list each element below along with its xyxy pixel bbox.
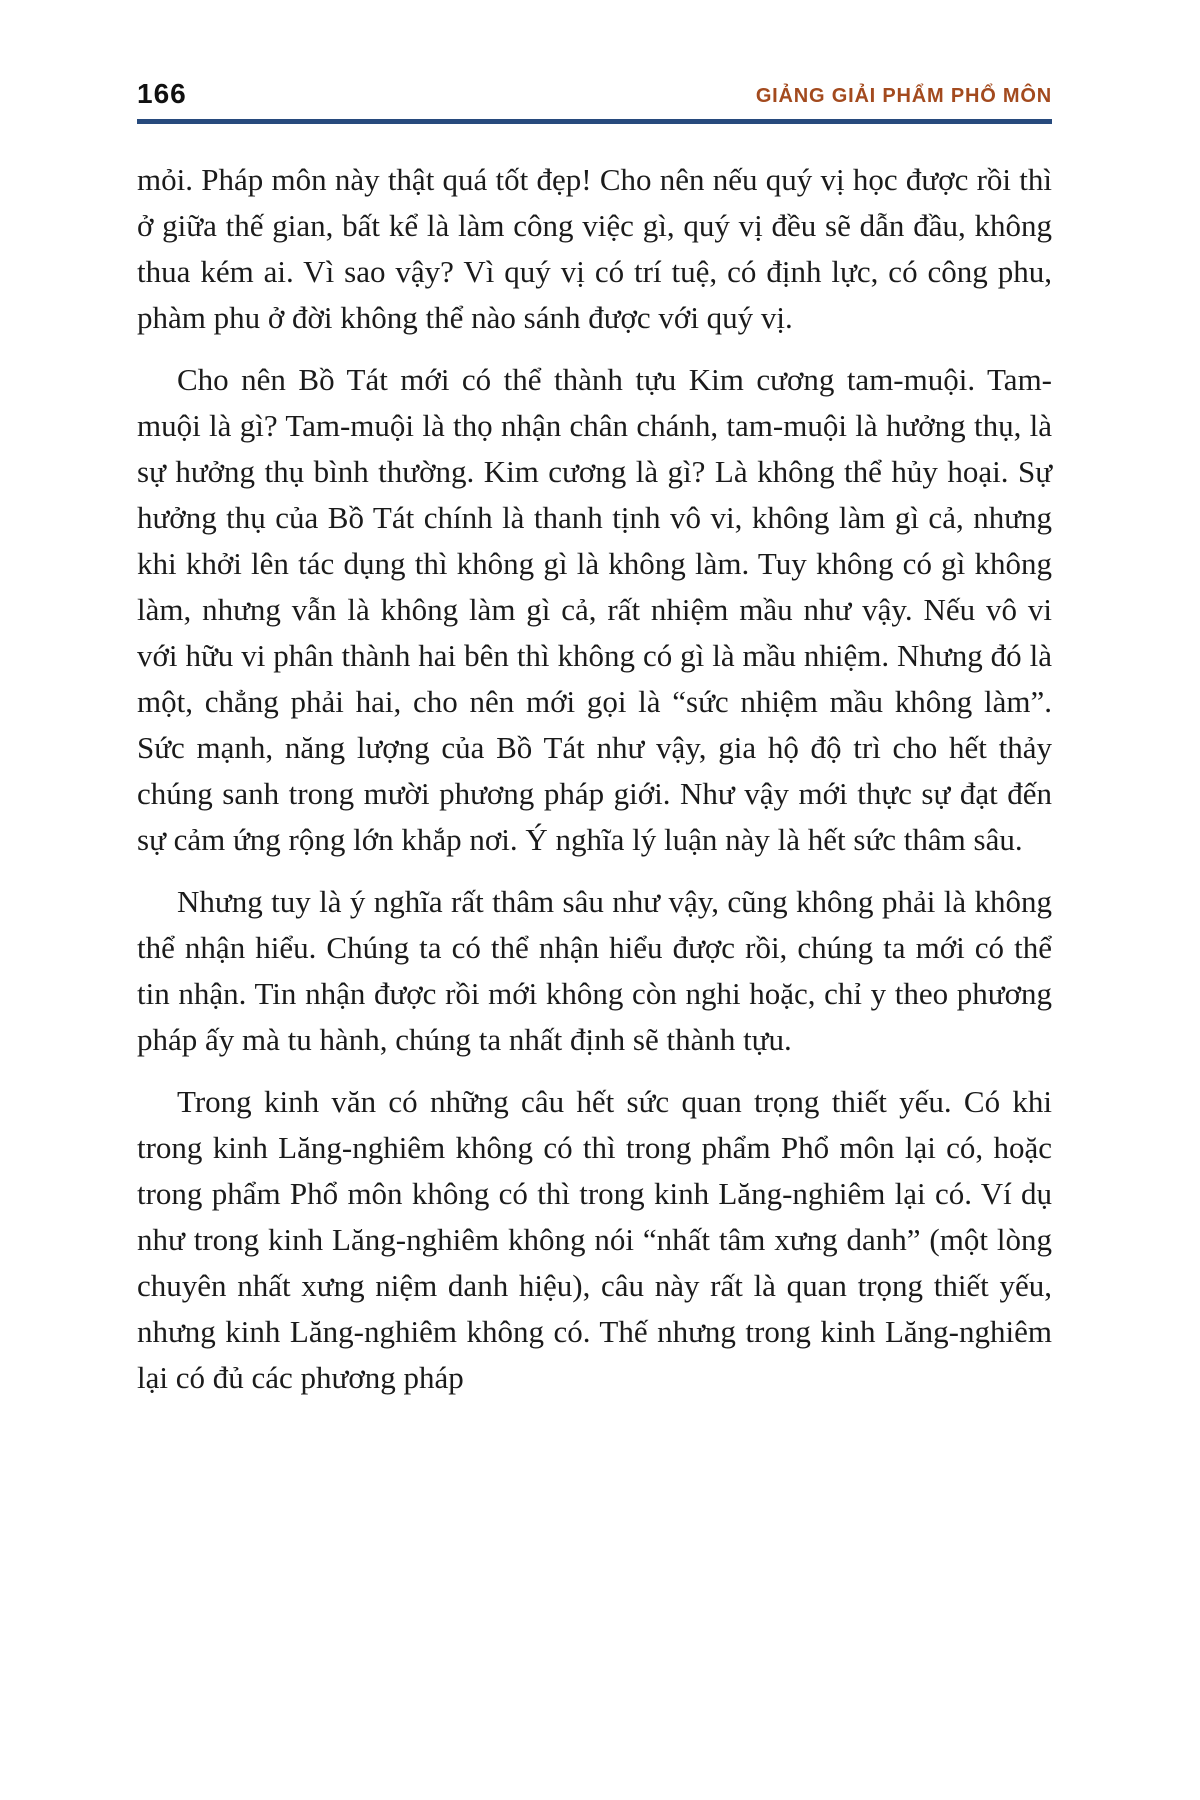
page-number: 166 bbox=[137, 78, 187, 109]
paragraph: Nhưng tuy là ý nghĩa rất thâm sâu như vậy, cũng không phải là không thể nhận hiểu. Chúng ta có thể nhận hiểu được rồi, chúng ta mới có thể tin nhận. Tin nhận được rồi mới không còn nghi hoặc, chỉ y theo phương pháp ấy mà tu hành, chúng ta nhất định sẽ thành tựu. bbox=[137, 884, 1052, 1057]
page-header bbox=[137, 0, 1052, 108]
body-text bbox=[137, 157, 1052, 1401]
paragraph: Cho nên Bồ Tát mới có thể thành tựu Kim cương tam-muội. Tam-muội là gì? Tam-muội là thọ nhận chân chánh, tam-muội là hưởng thụ, là sự hưởng thụ bình thường. Kim cương là gì? Là không thể hủy hoại. Sự hưởng thụ của Bồ Tát chính là thanh tịnh vô vi, không làm gì cả, nhưng khi khởi lên tác dụng thì không gì là không làm. Tuy không có gì không làm, nhưng vẫn là không làm gì cả, rất nhiệm mầu như vậy. Nếu vô vi với hữu vi phân thành hai bên thì không có gì là mầu nhiệm. Nhưng đó là một, chẳng phải hai, cho nên mới gọi là “sức nhiệm mầu không làm”. Sức mạnh, năng lượng của Bồ Tát như vậy, gia hộ độ trì cho hết thảy chúng sanh trong mười phương pháp giới. Như vậy mới thực sự đạt đến sự cảm ứng rộng lớn khắp nơi. Ý nghĩa lý luận này là hết sức thâm sâu. bbox=[137, 362, 1052, 857]
header-rule bbox=[137, 119, 1052, 124]
book-page bbox=[137, 0, 1052, 1800]
paragraph: mỏi. Pháp môn này thật quá tốt đẹp! Cho nên nếu quý vị học được rồi thì ở giữa thế gian, bất kể là làm công việc gì, quý vị đều sẽ dẫn đầu, không thua kém ai. Vì sao vậy? Vì quý vị có trí tuệ, có định lực, có công phu, phàm phu ở đời không thể nào sánh được với quý vị. bbox=[137, 162, 1052, 335]
paragraph: Trong kinh văn có những câu hết sức quan trọng thiết yếu. Có khi trong kinh Lăng-nghiêm không có thì trong phẩm Phổ môn lại có, hoặc trong phẩm Phổ môn không có thì trong kinh Lăng-nghiêm lại có. Ví dụ như trong kinh Lăng-nghiêm không nói “nhất tâm xưng danh” (một lòng chuyên nhất xưng niệm danh hiệu), câu này rất là quan trọng thiết yếu, nhưng kinh Lăng-nghiêm không có. Thế nhưng trong kinh Lăng-nghiêm lại có đủ các phương pháp bbox=[137, 1084, 1052, 1395]
running-title: GIẢNG GIẢI PHẨM PHỔ MÔN bbox=[755, 85, 1052, 107]
